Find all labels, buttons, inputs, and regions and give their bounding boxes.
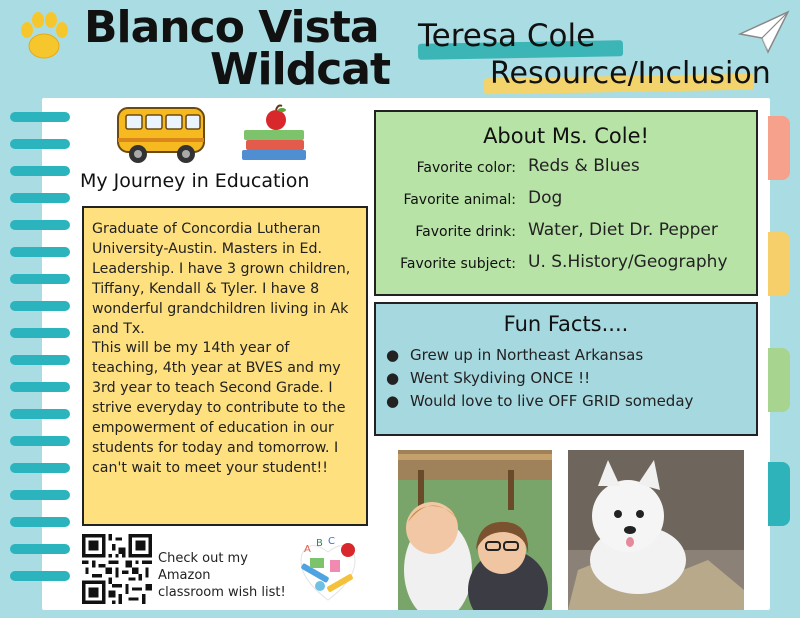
fun-fact-item: ● Went Skydiving ONCE !! [386, 369, 591, 387]
about-label: Favorite color: [416, 160, 516, 176]
about-row [376, 220, 756, 250]
divider-tab-yellow [768, 232, 790, 296]
family-photo [398, 450, 552, 610]
wishlist-line: Amazon [158, 568, 211, 583]
divider-tab-green [768, 348, 790, 412]
spiral-binding [10, 108, 72, 608]
svg-text:B: B [316, 538, 323, 549]
paw-icon [14, 6, 74, 66]
wishlist-line: Check out my [158, 551, 248, 566]
divider-tab-teal [768, 462, 790, 526]
about-label: Favorite animal: [403, 192, 516, 208]
svg-text:C: C [328, 536, 335, 547]
about-title: About Ms. Cole! [483, 124, 649, 148]
fun-fact-item: ● Grew up in Northeast Arkansas [386, 346, 644, 364]
journey-box [82, 206, 368, 526]
books-apple-icon [238, 104, 310, 166]
fun-facts-list [386, 344, 693, 413]
wishlist-text [158, 550, 286, 601]
about-row [376, 188, 756, 218]
teacher-role: Resource/Inclusion [490, 56, 771, 91]
fun-facts-title: Fun Facts.... [503, 312, 629, 336]
about-label: Favorite drink: [415, 224, 516, 240]
journey-text: Graduate of Concordia Lutheran University-Austin. Masters in Ed. Leadership. I have 3 grown children, Tiffany, Kendall & Tyler. I have 8 wonderful grandchildren living in Ak and Tx. This will be my 14th year of teaching, 4th year at BVES and my 3rd year to teach Second Grade. I strive everyday to contribute to the empowerment of education in our students for today and tomorrow. I can't wait to meet your student!! [92, 221, 351, 476]
journey-title: My Journey in Education [80, 170, 310, 192]
about-label: Favorite subject: [400, 256, 516, 272]
wishlist-line: classroom wish list! [158, 585, 286, 600]
teacher-name: Teresa Cole [418, 18, 596, 54]
school-name-line2: Wildcat [210, 44, 390, 95]
svg-text:A: A [304, 544, 311, 555]
qr-code-icon[interactable] [82, 534, 152, 604]
fun-facts-box [374, 302, 758, 436]
about-value: Dog [528, 188, 563, 208]
paper-plane-icon [738, 10, 790, 54]
about-row [376, 252, 756, 282]
school-supplies-icon [290, 530, 366, 606]
about-box [374, 110, 758, 296]
dog-photo [568, 450, 744, 610]
school-bus-icon [114, 102, 210, 168]
about-value: Water, Diet Dr. Pepper [528, 220, 718, 240]
fun-fact-item: ● Would love to live OFF GRID someday [386, 392, 694, 410]
about-row [376, 156, 756, 186]
about-value: U. S.History/Geography [528, 252, 728, 272]
divider-tab-red [768, 116, 790, 180]
about-value: Reds & Blues [528, 156, 640, 176]
school-name-line1: Blanco Vista [84, 2, 379, 53]
